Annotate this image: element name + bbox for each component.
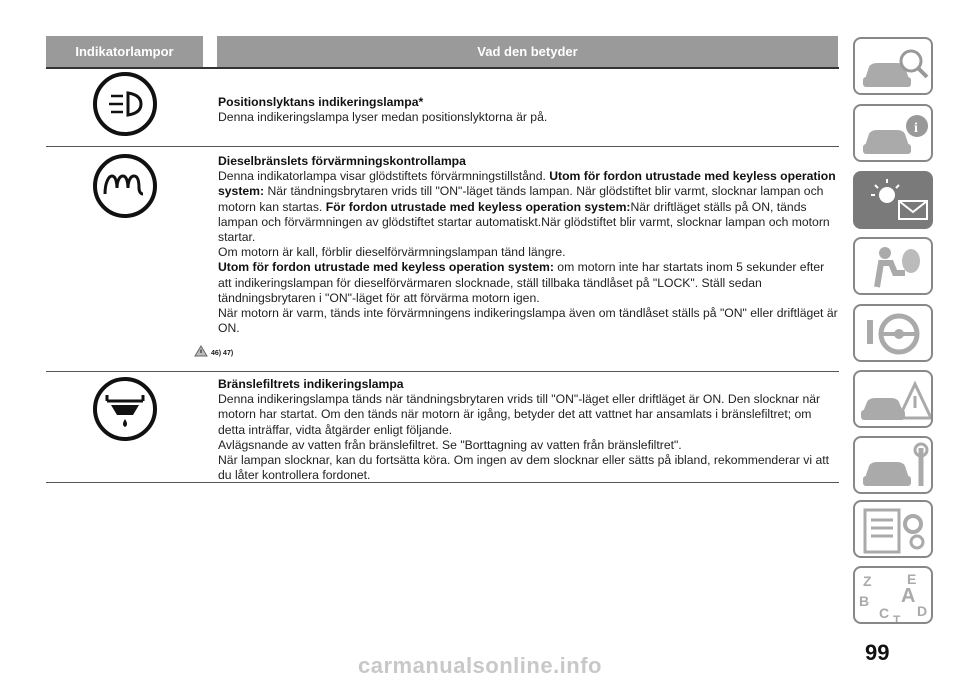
row-fuel-filter-text [218, 377, 840, 483]
text-run: När driftläget ställs på ON, tänds lampan och förvärmningen av glödstiftet startar automatiskt.När glödstiftet blir varmt, slocknar lampan och motorn startar. [218, 199, 830, 245]
car-info-icon[interactable] [853, 104, 933, 162]
column-header-meaning: Vad den betyder [217, 36, 838, 67]
index-letter: B [859, 593, 870, 609]
fuel-filter-icon [93, 377, 157, 441]
index-letter: C [879, 605, 890, 621]
warning-refs-label: 46) 47) [211, 350, 234, 357]
row-glow-plug-text [218, 154, 840, 336]
bold-run: För fordon utrustade med keyless operation system: [325, 199, 631, 214]
row-divider [46, 371, 839, 372]
row-title: Dieselbränslets förvärmningskontrollampa [218, 154, 466, 168]
text-run: Denna indikatorlampa visar glödstiftets förvärmningstillstånd. [218, 169, 550, 184]
header-divider [46, 67, 839, 69]
car-service-icon[interactable] [853, 436, 933, 494]
page-number: 99 [865, 640, 890, 665]
position-light-icon [93, 72, 157, 136]
row-paragraph [218, 169, 836, 244]
index-letter: T [893, 613, 901, 626]
index-letter: E [907, 571, 917, 587]
bold-run: Utom för fordon utrustade med keyless operation system: [218, 169, 836, 199]
car-search-icon[interactable] [853, 37, 933, 95]
warning-reference[interactable] [194, 345, 233, 357]
row-paragraph: Denna indikeringslampa tänds när tändningsbrytaren vrids till "ON"-läget eller driftläget är ON. Den slocknar när motorn har startat. Om den tänds när motorn är igång, betyder det att vattnet har ansamlats i bränslefiltret; om detta inträffar, vidta åtgärder enligt följande. [218, 392, 821, 437]
index-letter: D [917, 603, 928, 619]
glow-plug-icon [93, 154, 157, 218]
row-title: Positionslyktans indikeringslampa* [218, 95, 424, 109]
column-header-indicators: Indikatorlampor [46, 36, 203, 67]
car-accident-icon[interactable] [853, 370, 933, 428]
row-paragraph: Om motorn är kall, förblir dieselförvärmningslampan tänd längre. [218, 245, 566, 260]
row-paragraph: Avlägsnande av vatten från bränslefiltret. Se "Borttagning av vatten från bränslefiltret". [218, 437, 682, 452]
airbag-person-icon[interactable] [853, 237, 933, 295]
text-run: om motorn inte har startats inom 5 sekunder efter att indikeringslampan för dieselförvärmaren slocknade, ställ tillbaka tändlåset på "LOCK". Ställ sedan tändningsbrytaren i "ON"-läget för att förvärma motorn igen. [218, 260, 825, 305]
svg-text:i: i [914, 121, 918, 136]
row-title: Bränslefiltrets indikeringslampa [218, 377, 404, 391]
text-run: När tändningsbrytaren vrids till "ON"-läget tänds lampan. När glödstiftet blir varmt, slocknar lampan och motorn kan startas. [218, 184, 824, 214]
row-paragraph: Denna indikeringslampa lyser medan positionslyktorna är på. [218, 110, 548, 125]
index-letters-icon[interactable] [853, 566, 933, 624]
row-divider [46, 482, 839, 483]
bold-run: Utom för fordon utrustade med keyless operation system: [218, 260, 554, 275]
warning-lights-icon[interactable] [853, 171, 933, 229]
row-paragraph: När motorn är varm, tänds inte förvärmningens indikeringslampa även om tändlåset ställs på "ON" eller driftläget är ON. [218, 306, 838, 336]
warning-triangle-icon [194, 345, 208, 357]
row-paragraph: När lampan slocknar, kan du fortsätta köra. Om ingen av dem slocknar eller sätts på ibland, rekommenderar vi att du låter kontrollera fordonet. [218, 453, 830, 483]
steering-wheel-icon[interactable] [853, 304, 933, 362]
watermark: carmanualsonline.info [358, 653, 602, 678]
index-letter: A [901, 585, 916, 607]
row-position-light-text [218, 95, 840, 125]
row-divider [46, 146, 839, 147]
index-letter: Z [863, 573, 872, 589]
row-paragraph [218, 260, 824, 304]
technical-data-icon[interactable] [853, 500, 933, 558]
